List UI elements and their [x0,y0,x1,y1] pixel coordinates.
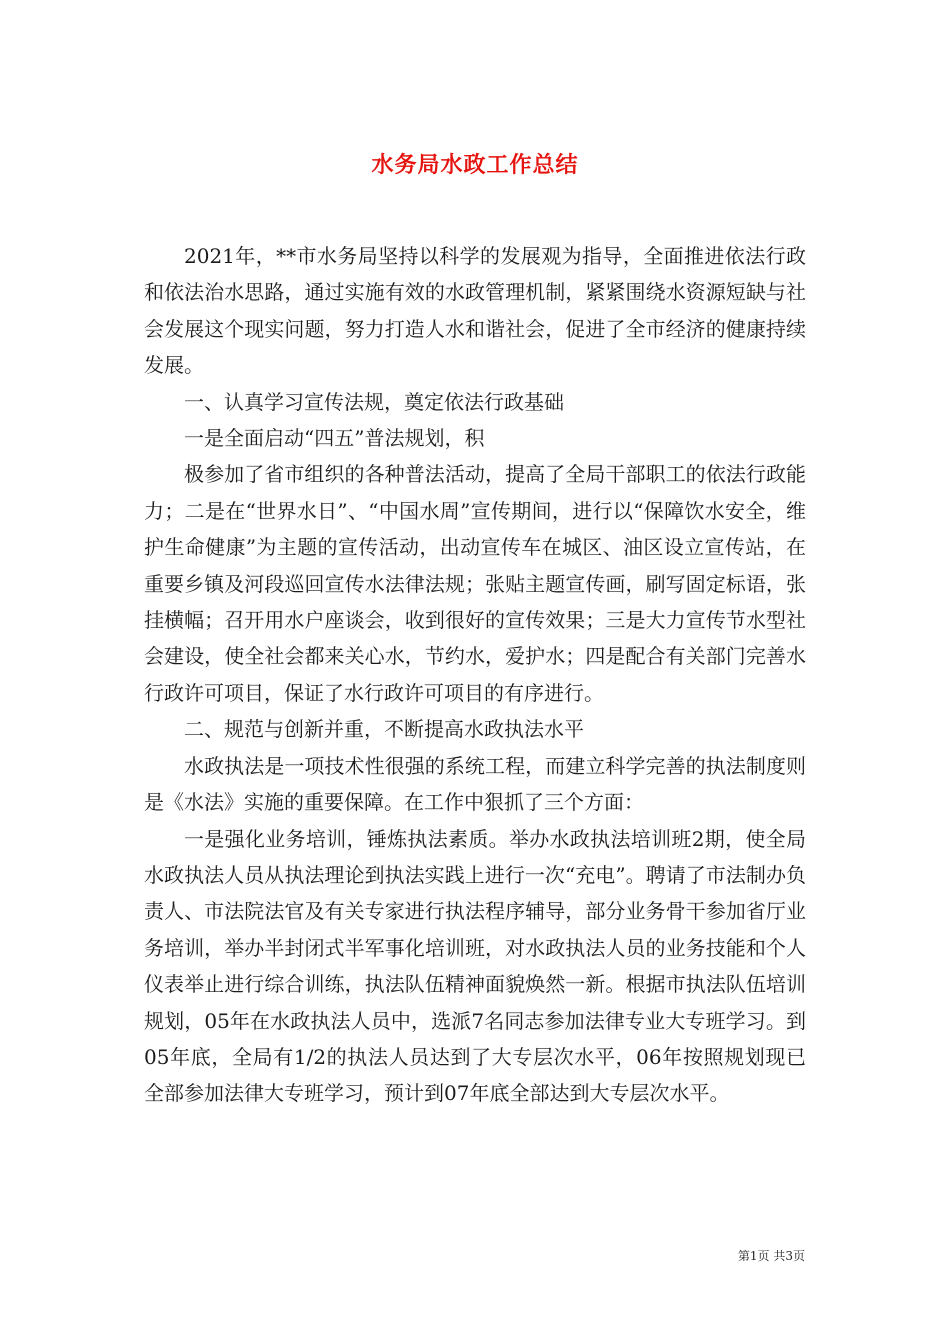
paragraph-2-1: 水政执法是一项技术性很强的系统工程，而建立科学完善的执法制度则是《水法》实施的重要保障。在工作中狠抓了三个方面： [144,753,806,815]
document-body [144,238,806,1112]
paragraph-intro: 2021年，**市水务局坚持以科学的发展观为指导，全面推进依法行政和依法治水思路，通过实施有效的水政管理机制，紧紧围绕水资源短缺与社会发展这个现实问题，努力打造人水和谐社会，促进了全市经济的健康持续发展。 [144,244,806,378]
section-heading-1: 一、认真学习宣传法规，奠定依法行政基础 [184,389,564,414]
page-number: 第1页 共3页 [737,1249,805,1263]
paragraph-1-2: 极参加了省市组织的各种普法活动，提高了全局干部职工的依法行政能力；二是在“世界水日”、“中国水周”宣传期间，进行以“保障饮水安全，维护生命健康”为主题的宣传活动，出动宣传车在城区、油区设立宣传站，在重要乡镇及河段巡回宣传水法律法规；张贴主题宣传画，刷写固定标语，张挂横幅；召开用水户座谈会，收到很好的宣传效果；三是大力宣传节水型社会建设，使全社会都来关心水，节约水，爱护水；四是配合有关部门完善水行政许可项目，保证了水行政许可项目的有序进行。 [144,462,806,705]
paragraph-2-2: 一是强化业务培训，锤炼执法素质。举办水政执法培训班2期，使全局水政执法人员从执法理论到执法实践上进行一次“充电”。聘请了市法制办负责人、市法院法官及有关专家进行执法程序辅导，部分业务骨干参加省厅业务培训，举办半封闭式半军事化培训班，对水政执法人员的业务技能和个人仪表举止进行综合训练，执法队伍精神面貌焕然一新。根据市执法队伍培训规划，05年在水政执法人员中，选派7名同志参加法律专业大专班学习。到05年底，全局有1/2的执法人员达到了大专层次水平，06年按照规划现已全部参加法律大专班学习，预计到07年底全部达到大专层次水平。 [144,826,806,1106]
paragraph-1-1: 一是全面启动“四五”普法规划，积 [184,426,485,451]
section-heading-2: 二、规范与创新并重，不断提高水政执法水平 [184,717,584,742]
document-title: 水务局水政工作总结 [371,151,579,178]
